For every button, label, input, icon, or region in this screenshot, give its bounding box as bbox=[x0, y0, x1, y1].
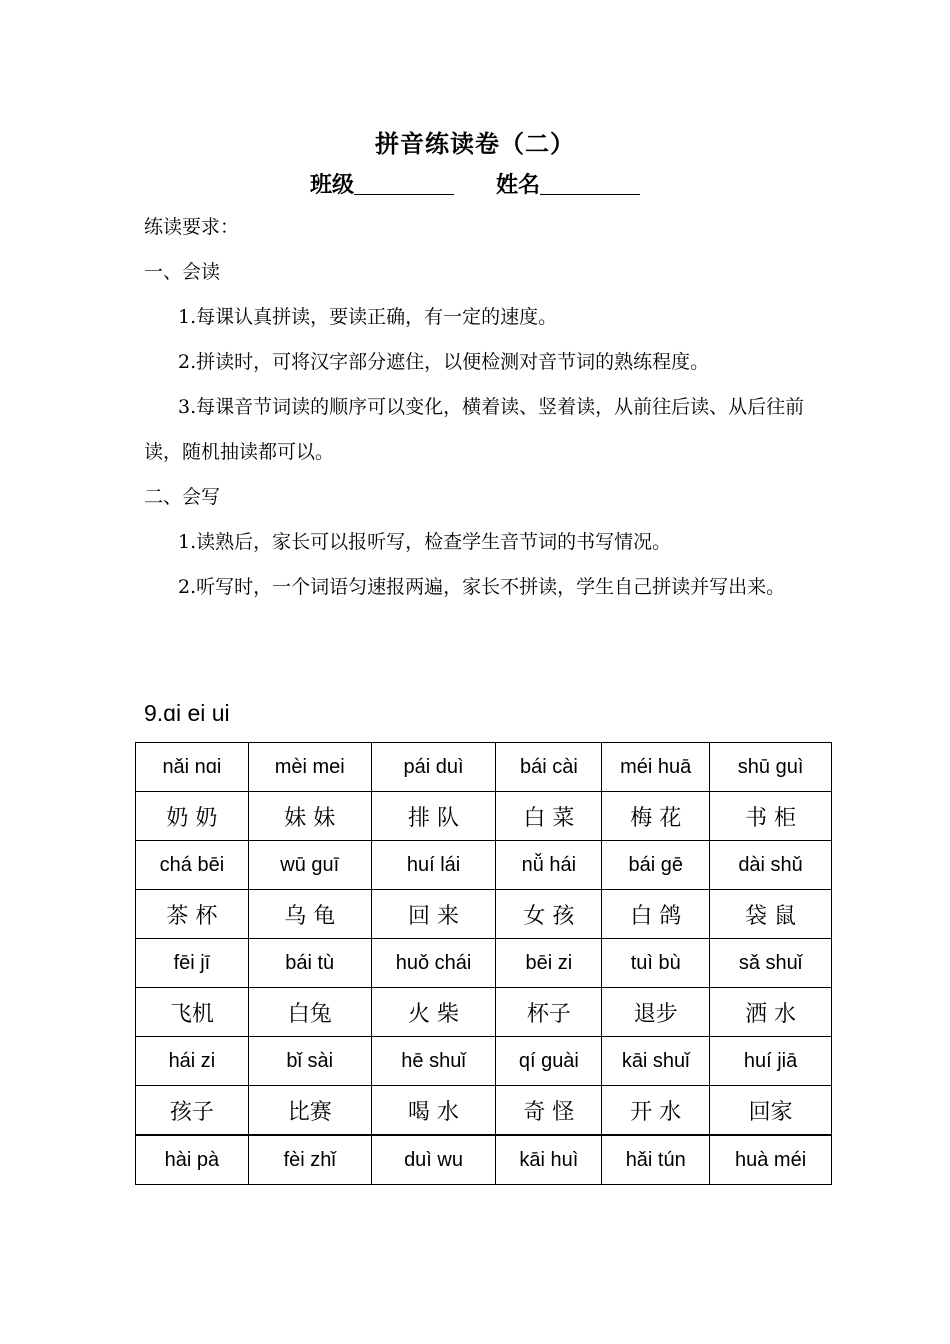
name-label: 姓名 bbox=[496, 173, 541, 198]
pinyin-cell: hài pà bbox=[136, 1135, 249, 1185]
pinyin-row bbox=[136, 743, 832, 792]
hanzi-cell: 白 菜 bbox=[496, 792, 602, 841]
write-heading: 二、会写 bbox=[144, 486, 221, 508]
hanzi-cell: 开 水 bbox=[602, 1086, 710, 1136]
pinyin-cell: chá bēi bbox=[136, 841, 249, 890]
requirements-heading: 练读要求： bbox=[144, 216, 240, 238]
class-name-line bbox=[0, 168, 950, 199]
pinyin-row bbox=[136, 841, 832, 890]
hanzi-cell: 白兔 bbox=[248, 988, 371, 1037]
read-item-3: 3.每课音节词读的顺序可以变化，横着读、竖着读，从前往后读、从后往前读，随机抽读都可以。 bbox=[144, 396, 805, 463]
hanzi-cell: 退步 bbox=[602, 988, 710, 1037]
hanzi-row bbox=[136, 890, 832, 939]
class-label: 班级 bbox=[309, 173, 354, 198]
pinyin-cell: hǎi tún bbox=[602, 1135, 710, 1185]
pinyin-cell: sǎ shuǐ bbox=[710, 939, 832, 988]
pinyin-cell: dài shǔ bbox=[710, 841, 832, 890]
pinyin-cell: hē shuǐ bbox=[371, 1037, 496, 1086]
pinyin-row bbox=[136, 1135, 832, 1185]
pinyin-cell: fèi zhǐ bbox=[248, 1135, 371, 1185]
hanzi-cell: 孩子 bbox=[136, 1086, 249, 1136]
pinyin-cell: hái zi bbox=[136, 1037, 249, 1086]
hanzi-cell: 杯子 bbox=[496, 988, 602, 1037]
pinyin-cell: shū guì bbox=[710, 743, 832, 792]
hanzi-cell: 乌 龟 bbox=[248, 890, 371, 939]
hanzi-row bbox=[136, 792, 832, 841]
hanzi-cell: 梅 花 bbox=[602, 792, 710, 841]
hanzi-cell: 洒 水 bbox=[710, 988, 832, 1037]
write-item-1: 1.读熟后，家长可以报听写，检查学生音节词的书写情况。 bbox=[178, 531, 672, 553]
pinyin-cell: kāi shuǐ bbox=[602, 1037, 710, 1086]
pinyin-cell: qí guài bbox=[496, 1037, 602, 1086]
hanzi-cell: 火 柴 bbox=[371, 988, 496, 1037]
pinyin-cell: duì wu bbox=[371, 1135, 496, 1185]
hanzi-cell: 回 来 bbox=[371, 890, 496, 939]
pinyin-cell: huí lái bbox=[371, 841, 496, 890]
pinyin-cell: bēi zi bbox=[496, 939, 602, 988]
hanzi-cell: 比赛 bbox=[248, 1086, 371, 1136]
pinyin-cell: huà méi bbox=[710, 1135, 832, 1185]
read-heading: 一、会读 bbox=[144, 261, 221, 283]
pinyin-table bbox=[135, 742, 832, 1185]
hanzi-cell: 白 鸽 bbox=[602, 890, 710, 939]
pinyin-cell: bái gē bbox=[602, 841, 710, 890]
pinyin-cell: bái tù bbox=[248, 939, 371, 988]
hanzi-row bbox=[136, 988, 832, 1037]
write-item-2: 2.听写时，一个词语匀速报两遍，家长不拼读，学生自己拼读并写出来。 bbox=[178, 576, 786, 598]
pinyin-cell: bái cài bbox=[496, 743, 602, 792]
pinyin-cell: nǎi nɑi bbox=[136, 743, 249, 792]
hanzi-cell: 袋 鼠 bbox=[710, 890, 832, 939]
pinyin-cell: pái duì bbox=[371, 743, 496, 792]
lesson-title: 9.ɑi ei ui bbox=[144, 700, 230, 726]
hanzi-cell: 茶 杯 bbox=[136, 890, 249, 939]
pinyin-cell: tuì bù bbox=[602, 939, 710, 988]
hanzi-cell: 妹 妹 bbox=[248, 792, 371, 841]
pinyin-cell: kāi huì bbox=[496, 1135, 602, 1185]
read-item-2: 2.拼读时，可将汉字部分遮住，以便检测对音节词的熟练程度。 bbox=[178, 351, 710, 373]
pinyin-cell: mèi mei bbox=[248, 743, 371, 792]
pinyin-row bbox=[136, 939, 832, 988]
pinyin-cell: nǚ hái bbox=[496, 841, 602, 890]
hanzi-cell: 回家 bbox=[710, 1086, 832, 1136]
hanzi-cell: 女 孩 bbox=[496, 890, 602, 939]
hanzi-cell: 奇 怪 bbox=[496, 1086, 602, 1136]
hanzi-cell: 飞机 bbox=[136, 988, 249, 1037]
pinyin-cell: fēi jī bbox=[136, 939, 249, 988]
pinyin-row bbox=[136, 1037, 832, 1086]
hanzi-cell: 奶 奶 bbox=[136, 792, 249, 841]
class-blank[interactable] bbox=[354, 172, 454, 195]
hanzi-cell: 排 队 bbox=[371, 792, 496, 841]
pinyin-cell: méi huā bbox=[602, 743, 710, 792]
hanzi-cell: 喝 水 bbox=[371, 1086, 496, 1136]
pinyin-cell: huǒ chái bbox=[371, 939, 496, 988]
hanzi-cell: 书 柜 bbox=[710, 792, 832, 841]
pinyin-cell: wū guī bbox=[248, 841, 371, 890]
pinyin-cell: bǐ sài bbox=[248, 1037, 371, 1086]
hanzi-row bbox=[136, 1086, 832, 1136]
page-title: 拼音练读卷（二） bbox=[375, 130, 575, 158]
read-item-1: 1.每课认真拼读，要读正确，有一定的速度。 bbox=[178, 306, 558, 328]
name-blank[interactable] bbox=[540, 172, 640, 195]
pinyin-cell: huí jiā bbox=[710, 1037, 832, 1086]
